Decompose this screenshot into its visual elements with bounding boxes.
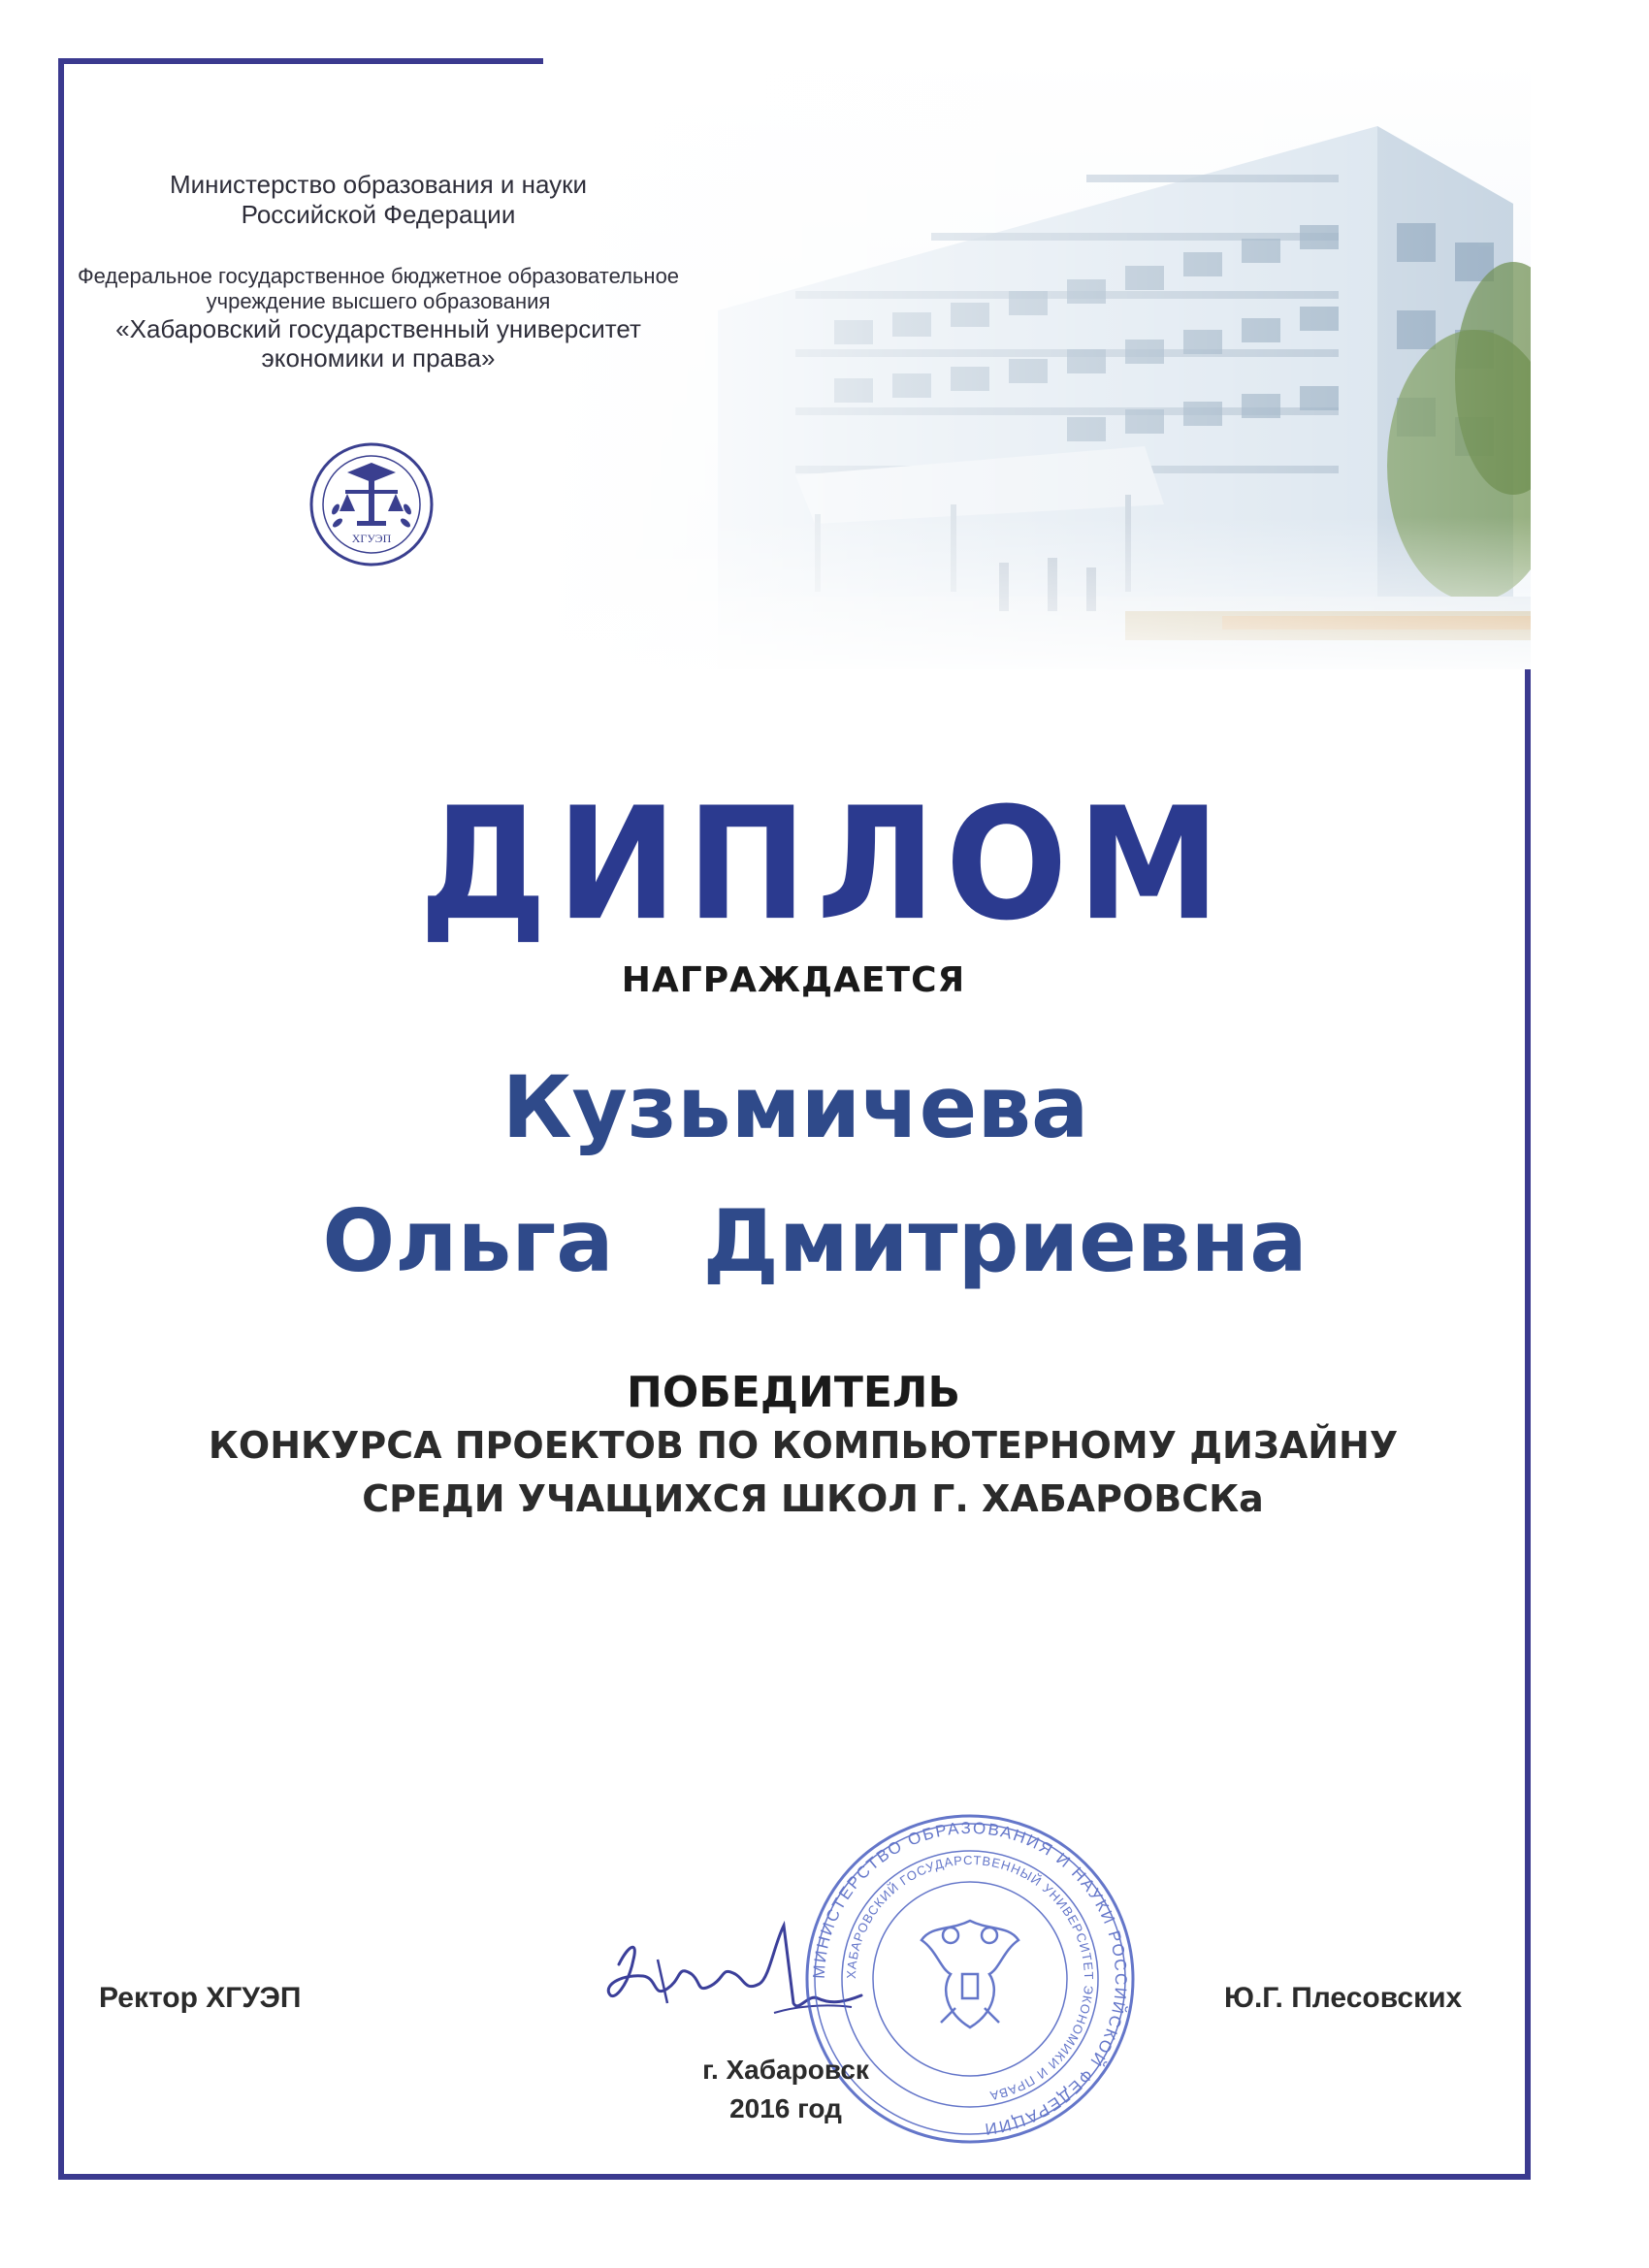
award-status: ПОБЕДИТЕЛЬ [627, 1368, 960, 1417]
rector-name: Ю.Г. Плесовских [1224, 1982, 1463, 2014]
awarded-label: НАГРАЖДАЕТСЯ [621, 960, 966, 1000]
ministry-name: Министерство образования и науки Российской Федерации [169, 170, 588, 229]
institution-type: Федеральное государственное бюджетное образовательное учреждение высшего образования [77, 264, 680, 313]
document-title: ДИПЛОМ [419, 774, 1230, 955]
contest-line-2: СРЕДИ УЧАЩИХСЯ ШКОЛ Г. ХАБАРОВСКа [362, 1477, 1264, 1520]
seal-outer-text: МИНИСТЕРСТВО ОБРАЗОВАНИЯ И НАУКИ РОССИЙСКОЙ ФЕДЕРАЦИИ [809, 1818, 1131, 2139]
double-headed-eagle-icon [922, 1921, 1018, 2027]
year: 2016 год [729, 2093, 842, 2123]
recipient-first-name: Ольга Дмитриевна [322, 1191, 1308, 1291]
university-name: «Хабаровский государственный университет экономики и права» [115, 314, 641, 373]
seal-inner-text: ХАБАРОВСКИЙ ГОСУДАРСТВЕННЫЙ УНИВЕРСИТЕТ ЭКОНОМИКИ И ПРАВА [843, 1852, 1097, 2104]
contest-line-1: КОНКУРСА ПРОЕКТОВ ПО КОМПЬЮТЕРНОМУ ДИЗАЙНУ [208, 1424, 1399, 1467]
university-logo [308, 441, 435, 567]
logo-caption: ХГУЭП [351, 532, 392, 545]
rector-title: Ректор ХГУЭП [99, 1982, 302, 2014]
recipient-last-name: Кузьмичева [501, 1057, 1089, 1157]
city: г. Хабаровск [702, 2055, 869, 2085]
university-building-photo [543, 58, 1531, 669]
